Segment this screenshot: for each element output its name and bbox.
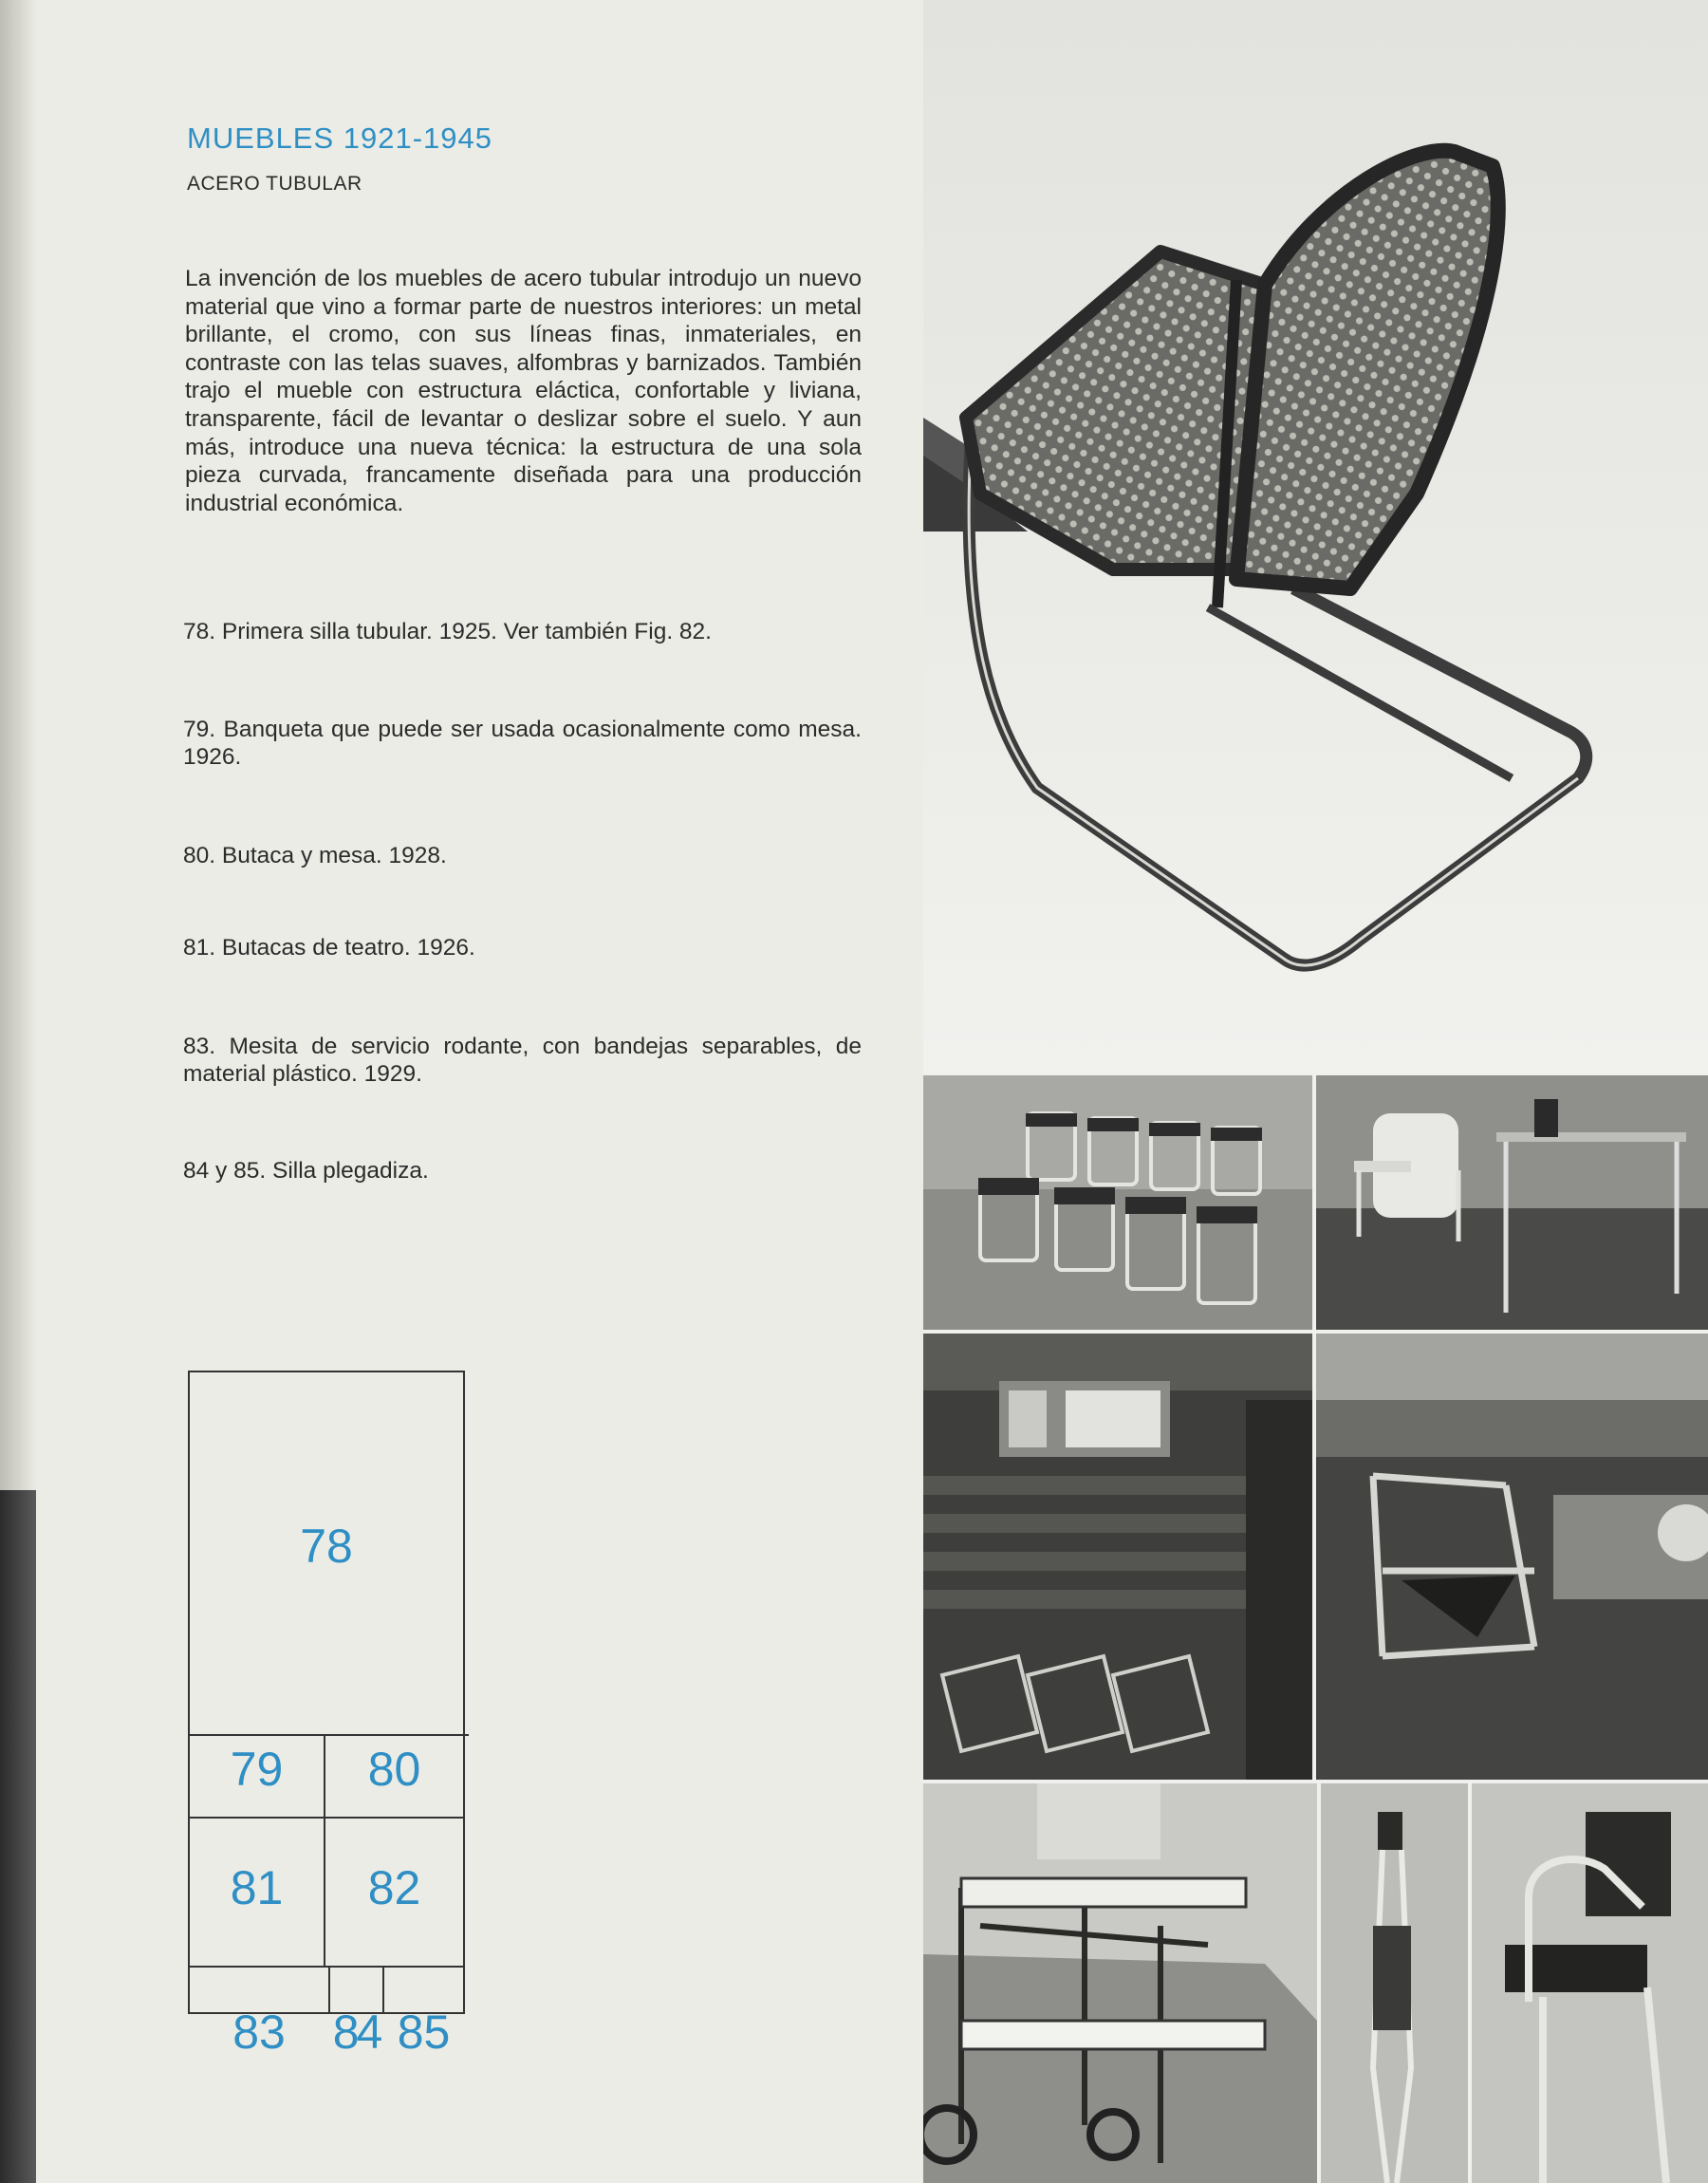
key-divider — [188, 1817, 465, 1819]
key-label-82: 82 — [367, 1861, 421, 1914]
page-gutter-shadow — [0, 1490, 36, 2183]
photo-84 — [1321, 1783, 1468, 2183]
caption-79: 79. Banqueta que puede ser usada ocasionalmente como mesa. 1926. — [183, 717, 862, 770]
key-label-78: 78 — [300, 1520, 353, 1573]
key-label-81: 81 — [230, 1861, 284, 1914]
key-label-84: 84 — [332, 2006, 381, 2059]
folding-chair-open-photo — [1472, 1783, 1708, 2183]
armchair-desk-photo — [1316, 1075, 1708, 1330]
page-title: MUEBLES 1921-1945 — [187, 121, 493, 155]
caption-84-85: 84 y 85. Silla plegadiza. — [183, 1158, 429, 1184]
key-border-left — [188, 1371, 190, 2014]
caption-80: 80. Butaca y mesa. 1928. — [183, 843, 447, 868]
intro-paragraph: La invención de los muebles de acero tubular introdujo un nuevo material que vino a formar parte de nuestros interiores: un metal brillante, el cromo, con sus líneas finas, inmateriales, en contraste con las telas suaves, alfombras y barnizados. También trajo el mueble con estructura eláctica, confortable y liviana, transparente, fácil de levantar o deslizar sobre el suelo. Y aun más, introduce una nueva técnica: la estructura de una sola pieza curvada, francamente diseñada para una producción industrial económica. — [185, 266, 862, 516]
folding-chair-closed-photo — [1321, 1783, 1468, 2183]
photo-79 — [923, 1075, 1312, 1330]
stools-photo — [923, 1075, 1312, 1330]
cantilever-chair-photo — [923, 0, 1708, 1073]
key-divider — [188, 1734, 469, 1736]
photo-82 — [1316, 1334, 1708, 1780]
photo-81 — [923, 1334, 1312, 1780]
key-label-80: 80 — [367, 1743, 421, 1796]
photo-78 — [923, 0, 1708, 1073]
key-label-83: 83 — [232, 2006, 286, 2059]
page-gutter — [0, 0, 36, 1490]
armchair-table-photo — [1316, 1334, 1708, 1780]
photo-80 — [1316, 1075, 1708, 1330]
key-divider — [188, 1966, 465, 1968]
key-label-79: 79 — [230, 1743, 284, 1796]
key-border-top — [188, 1371, 465, 1372]
photo-85 — [1472, 1783, 1708, 2183]
photo-83 — [923, 1783, 1317, 2183]
caption-83: 83. Mesita de servicio rodante, con bandejas separables, de material plástico. 1929. — [183, 1034, 862, 1087]
caption-78: 78. Primera silla tubular. 1925. Ver también Fig. 82. — [183, 619, 712, 644]
caption-81: 81. Butacas de teatro. 1926. — [183, 935, 475, 961]
key-label-85: 85 — [397, 2006, 451, 2059]
page-subtitle: ACERO TUBULAR — [187, 173, 362, 195]
key-border-right — [463, 1371, 465, 2014]
theatre-seats-photo — [923, 1334, 1312, 1780]
serving-trolley-photo — [923, 1783, 1317, 2183]
